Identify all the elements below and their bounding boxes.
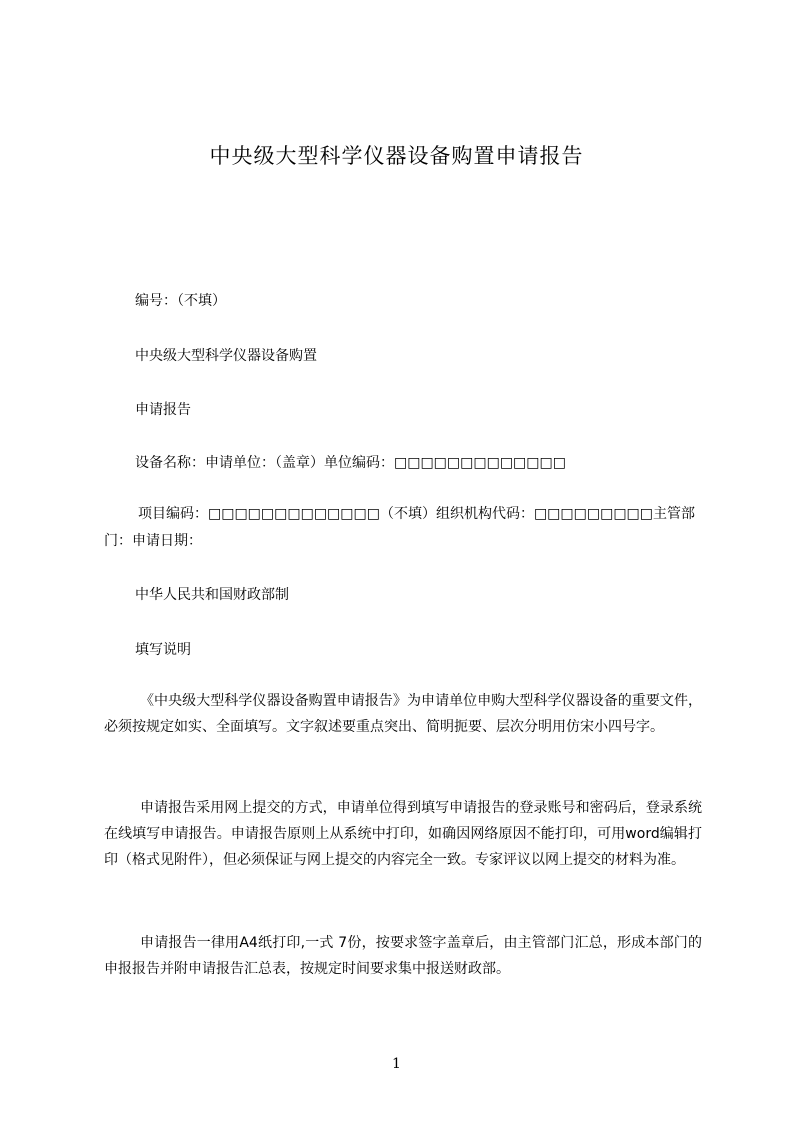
number-line: 编号：（不填）: [135, 293, 226, 309]
paragraph-2: 申请报告采用网上提交的方式，申请单位得到填写申请报告的登录账号和密码后，登录系统在线填写申请报告。申请报告原则上从系统中打印，如确因网络原因不能打印，可用word编辑打印（格式见附件），但必须保证与网上提交的内容完全一致。专家评议以网上提交的材料为准。: [104, 800, 702, 868]
project-line: 项目编码：□□□□□□□□□□□□□（不填）组织机构代码：□□□□□□□□□主管部门：申请日期：: [104, 506, 696, 549]
page-number: 1: [392, 1056, 401, 1072]
paragraph-1: 《中央级大型科学仪器设备购置申请报告》为申请单位申购大型科学仪器设备的重要文件，必须按规定如实、全面填写。文字叙述要重点突出、简明扼要、层次分明用仿宋小四号字。: [104, 693, 702, 735]
subtitle-line-2: 申请报告: [135, 402, 191, 418]
equipment-line: 设备名称：申请单位：（盖章）单位编码：□□□□□□□□□□□□□: [135, 455, 566, 471]
subtitle-line-1: 中央级大型科学仪器设备购置: [135, 348, 317, 364]
instructions-heading: 填写说明: [135, 642, 191, 658]
document-title: 中央级大型科学仪器设备购置申请报告: [209, 144, 584, 168]
ministry-line: 中华人民共和国财政部制: [135, 587, 289, 603]
paragraph-3: 申请报告一律用A4纸打印,一式 7份，按要求签字盖章后，由主管部门汇总，形成本部门的申报报告并附申请报告汇总表，按规定时间要求集中报送财政部。: [104, 935, 702, 977]
